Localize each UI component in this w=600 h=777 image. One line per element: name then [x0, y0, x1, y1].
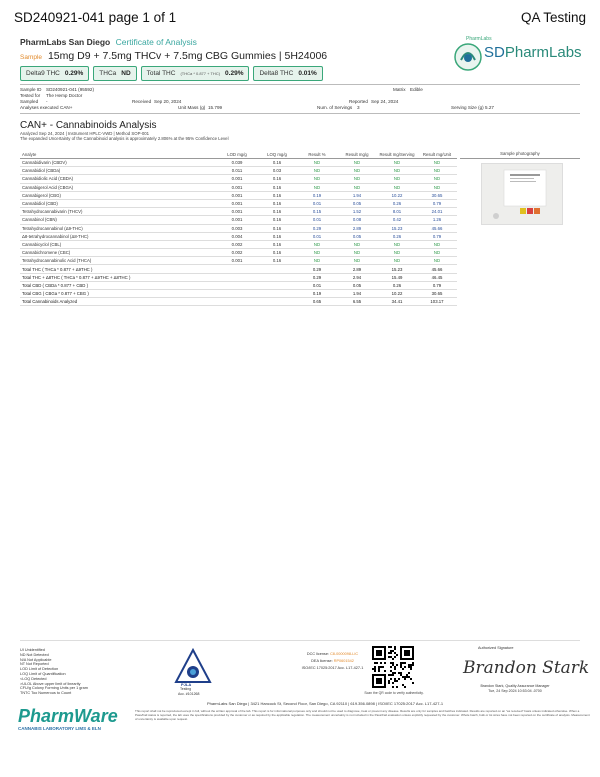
table-cell: 0.002 [217, 240, 257, 248]
table-row [20, 183, 457, 191]
table-cell: ND [417, 167, 457, 175]
badge-delta9-thc [20, 66, 89, 81]
table-cell: 0.16 [257, 224, 297, 232]
column-header: Result mg/Serving [377, 147, 417, 159]
table-cell [257, 290, 297, 298]
table-cell [217, 290, 257, 298]
table-cell: 1.94 [337, 290, 377, 298]
legend-item: TNTC Too Numerous to Count [20, 691, 72, 696]
legend-item: LOD Limit of Detection [20, 667, 59, 672]
table-cell: 0.001 [217, 191, 257, 199]
table-cell: 8.01 [377, 208, 417, 216]
table-cell: 0.16 [257, 216, 297, 224]
table-row [20, 249, 457, 257]
table-cell: 10.22 [377, 191, 417, 199]
table-cell: 1.26 [417, 216, 457, 224]
table-cell: ND [417, 183, 457, 191]
legend-item: <LOQ Detected [20, 676, 47, 681]
abbreviation-legend [20, 648, 88, 696]
badge-value: 0.29% [225, 70, 244, 77]
table-cell: Tetrahydrocannabinolic Acid (THCA) [20, 257, 217, 265]
legend-item: CFU/g Colony Forming Units per 1 gram [20, 686, 88, 691]
table-cell: 46.45 [417, 273, 457, 281]
table-cell: ND [297, 167, 337, 175]
analysis-subtitle [20, 131, 229, 141]
table-cell: Total CBD ( CBDa * 0.877 + CBD ) [20, 281, 217, 289]
badge-value: 0.01% [298, 70, 317, 77]
divider [20, 84, 580, 85]
table-cell: Cannabinol (CBN) [20, 216, 217, 224]
table-cell: ND [417, 249, 457, 257]
total-row [20, 273, 457, 281]
table-cell: Cannabicyclol (CBL) [20, 240, 217, 248]
table-cell: 0.05 [337, 281, 377, 289]
table-cell: 24.01 [417, 208, 457, 216]
sample-photo-header: Sample photography [460, 147, 580, 159]
table-cell: 0.79 [417, 199, 457, 207]
pharmware-tagline: CANNABIS LABORATORY LIMS & ELN [18, 726, 101, 731]
table-cell: Tetrahydrocannabinol (Δ9-THC) [20, 224, 217, 232]
table-cell: 0.001 [217, 208, 257, 216]
table-cell: 6.55 [337, 298, 377, 306]
table-cell: ND [297, 240, 337, 248]
table-cell: 0.26 [377, 281, 417, 289]
table-cell: 0.003 [217, 224, 257, 232]
table-cell: 0.16 [257, 183, 297, 191]
table-cell: 0.19 [297, 290, 337, 298]
table-cell: ND [377, 175, 417, 183]
table-cell: ND [377, 257, 417, 265]
table-row [20, 175, 457, 183]
table-cell: ND [297, 159, 337, 167]
column-header: Result mg/Unit [417, 147, 457, 159]
table-cell: 0.03 [257, 167, 297, 175]
table-row [20, 191, 457, 199]
table-cell: ND [377, 167, 417, 175]
total-row [20, 290, 457, 298]
table-row [20, 159, 457, 167]
legend-item: N/A Not Applicable [20, 657, 52, 662]
table-cell: 0.004 [217, 232, 257, 240]
dcc-label: DCC license: [306, 652, 329, 656]
document-id: SD240921-041 page 1 of 1 [14, 10, 177, 25]
table-cell [257, 273, 297, 281]
table-cell: ND [297, 183, 337, 191]
dcc-value: C8-0000098-LIC [330, 652, 359, 656]
table-cell: 0.001 [217, 257, 257, 265]
table-cell: 45.66 [417, 224, 457, 232]
table-cell: Total Cannabinoids Analyzed [20, 298, 217, 306]
table-cell [257, 265, 297, 273]
pharmlabs-logo-icon [451, 38, 485, 72]
table-cell: 0.002 [217, 249, 257, 257]
table-cell: 0.01 [297, 199, 337, 207]
table-cell: ND [377, 249, 417, 257]
sample-photo [481, 163, 563, 225]
signature-label: Authorized Signature [478, 646, 514, 650]
meta-serving-size: Serving Size (g)5.27 [451, 105, 494, 110]
table-cell: ND [417, 159, 457, 167]
table-row [20, 224, 457, 232]
pharmware-logo: PharmWare [18, 706, 118, 726]
coa-label: Certificate of Analysis [115, 37, 197, 47]
table-cell: 0.16 [257, 257, 297, 265]
meta-sample-id: Sample ID SD240921-041 (95592) [20, 87, 95, 92]
table-cell [217, 273, 257, 281]
table-cell: 0.05 [337, 232, 377, 240]
table-cell [257, 281, 297, 289]
table-cell: 0.01 [297, 216, 337, 224]
total-row [20, 281, 457, 289]
table-row [20, 208, 457, 216]
table-cell: ND [417, 240, 457, 248]
table-cell: 1.52 [337, 208, 377, 216]
logo-text [484, 44, 582, 61]
table-header-row [20, 147, 457, 159]
signature-image: Brandon Stark [463, 658, 590, 678]
table-cell: 0.16 [257, 232, 297, 240]
table-cell: 2.94 [337, 273, 377, 281]
meta-received: Received Sep 20, 2024 [132, 99, 182, 104]
sample-label: Sample [20, 54, 43, 61]
column-header: Analyte [20, 147, 217, 159]
table-cell: ND [337, 249, 377, 257]
lab-name: PharmLabs San Diego [20, 37, 111, 47]
table-cell: 0.039 [217, 159, 257, 167]
badge-delta8-thc [253, 66, 322, 81]
table-cell: 34.41 [377, 298, 417, 306]
pjla-accreditation-logo [172, 648, 214, 696]
table-cell: Total THC ( THCa * 0.877 + Δ9THC ) [20, 265, 217, 273]
lab-name-line [20, 37, 197, 47]
table-cell: Tetrahydrocannabivarin (THCV) [20, 208, 217, 216]
table-cell: Cannabidivarin (CBDV) [20, 159, 217, 167]
table-cell: 15.49 [377, 273, 417, 281]
table-cell: 0.29 [297, 224, 337, 232]
table-cell: 0.15 [297, 208, 337, 216]
signer-block [460, 684, 570, 693]
table-cell: 0.19 [297, 191, 337, 199]
meta-servings: Num. of Servings 3 [317, 105, 360, 110]
badge-label: THCa [99, 70, 117, 77]
table-cell: 10.22 [377, 290, 417, 298]
table-cell: 0.16 [257, 240, 297, 248]
table-row [20, 257, 457, 265]
table-cell [257, 298, 297, 306]
table-cell: Total THC + Δ8THC ( THCa * 0.877 + Δ9THC + Δ8THC ) [20, 273, 217, 281]
table-cell: Cannabidiol (CBDa) [20, 167, 217, 175]
table-cell: ND [337, 175, 377, 183]
table-cell: ND [377, 240, 417, 248]
table-cell: 0.001 [217, 199, 257, 207]
table-cell [217, 298, 257, 306]
footer-divider [20, 640, 580, 641]
table-cell [217, 265, 257, 273]
dea-value: RP0601542 [333, 659, 354, 663]
sample-name: 15mg D9 + 7.5mg THCv + 7.5mg CBG Gummies | 5H24006 [47, 50, 328, 62]
license-block [295, 651, 370, 672]
iso-accreditation: ISO/IEC 17025:2017 Acc. L17-427-1 [301, 666, 364, 670]
table-cell: ND [297, 175, 337, 183]
table-cell: 30.65 [417, 191, 457, 199]
table-cell: 0.16 [257, 191, 297, 199]
table-cell: 0.011 [217, 167, 257, 175]
table-row [20, 167, 457, 175]
meta-analyses: Analyses executedCAN+ [20, 105, 73, 110]
table-cell: 0.16 [257, 249, 297, 257]
table-cell: 2.89 [337, 224, 377, 232]
table-cell: 0.16 [257, 175, 297, 183]
pjla-accreditation-number: Acc. #101268 [178, 692, 200, 696]
table-cell: 0.001 [217, 183, 257, 191]
table-cell: 0.79 [417, 281, 457, 289]
table-cell: ND [417, 257, 457, 265]
column-header: LOQ mg/g [257, 147, 297, 159]
table-cell: ND [297, 257, 337, 265]
table-cell: Cannabigerol (CBG) [20, 191, 217, 199]
table-cell: 0.05 [337, 199, 377, 207]
table-cell: ND [417, 175, 457, 183]
table-cell: ND [337, 159, 377, 167]
table-cell: 0.42 [377, 216, 417, 224]
column-header: LOD mg/g [217, 147, 257, 159]
table-cell: Δ8-tetrahydrocannabinol (Δ8-THC) [20, 232, 217, 240]
table-cell: 0.01 [297, 281, 337, 289]
total-row [20, 265, 457, 273]
table-cell: Total CBG ( CBGa * 0.877 + CBG ) [20, 290, 217, 298]
legend-item: LOQ Limit of Quantification [20, 671, 66, 676]
table-cell: 0.16 [257, 208, 297, 216]
table-cell: Cannabichromene (CBC) [20, 249, 217, 257]
table-cell: ND [337, 183, 377, 191]
logo-sd: SD [484, 44, 505, 61]
analysis-uncertainty: The expanded Uncertainty of the Cannabinoid analysis is approximately 2.806% at the 95% Confidence Level [20, 136, 229, 142]
pjla-sub: Testing [180, 687, 192, 691]
divider [20, 113, 580, 114]
meta-reported: Reported Sep 24, 2024 [349, 99, 399, 104]
table-cell: 0.79 [417, 232, 457, 240]
table-cell: 0.08 [337, 216, 377, 224]
table-cell: ND [337, 257, 377, 265]
legend-item: >ULOL Above upper limit of linearity [20, 681, 81, 686]
table-cell: 0.01 [297, 232, 337, 240]
table-cell [217, 281, 257, 289]
table-cell: 45.66 [417, 265, 457, 273]
badge-value: ND [121, 70, 131, 77]
table-cell: ND [377, 183, 417, 191]
qa-testing-label: QA Testing [520, 10, 586, 25]
legend-item: UI Unidentified [20, 648, 45, 652]
signer-date: Tue, 24 Sep 2024 10:53:04 -0700 [488, 688, 542, 693]
table-cell: 0.29 [297, 265, 337, 273]
dea-label: DEA license: [311, 659, 333, 663]
table-cell: 0.65 [297, 298, 337, 306]
table-cell: 0.001 [217, 216, 257, 224]
table-cell: ND [337, 240, 377, 248]
sample-line [20, 50, 327, 62]
table-cell: 15.23 [377, 265, 417, 273]
legend-item: ND Not Detected [20, 652, 49, 657]
total-row [20, 298, 457, 306]
lab-address: PharmLabs San Diego | 3421 Hancock St, Second Floor, San Diego, CA 92110 | 619.356.0898 | ISO/IEC 17025:2017 Acc. L17-427-1 [206, 701, 444, 706]
badge-thca [93, 66, 136, 81]
table-cell: 0.29 [297, 273, 337, 281]
table-cell: 0.26 [377, 199, 417, 207]
table-cell: ND [337, 167, 377, 175]
table-cell: 0.001 [217, 175, 257, 183]
badge-sub: (THCa * 0.877 + THC) [180, 71, 221, 76]
table-cell: 0.16 [257, 199, 297, 207]
summary-badges [20, 66, 323, 81]
column-header: Result % [297, 147, 337, 159]
meta-sampled: Sampled - [20, 99, 48, 104]
badge-total-thc [141, 66, 250, 81]
table-cell: 0.16 [257, 159, 297, 167]
badge-label: Total THC [146, 70, 176, 77]
table-cell: 1.94 [337, 191, 377, 199]
table-cell: 2.89 [337, 265, 377, 273]
table-row [20, 240, 457, 248]
column-header: Result mg/g [337, 147, 377, 159]
legend-item: NT Not Reported [20, 662, 49, 667]
qr-code-icon[interactable] [372, 646, 414, 688]
table-row [20, 216, 457, 224]
table-cell: 15.23 [377, 224, 417, 232]
table-cell: Cannabigerol Acid (CBGA) [20, 183, 217, 191]
table-row [20, 199, 457, 207]
analysis-analyzed: Analyzed Sep 24, 2024 | Instrument HPLC-VWD | Method SOP-001 [20, 131, 150, 136]
badge-label: Delta8 THC [259, 70, 294, 77]
table-cell: Cannabidiol (CBD) [20, 199, 217, 207]
table-cell: 103.17 [417, 298, 457, 306]
analysis-title: CAN+ - Cannabinoids Analysis [20, 120, 157, 131]
table-cell: ND [297, 249, 337, 257]
signer-name: Brandon Stark, Quality Assurance Manager [480, 684, 550, 688]
table-cell: 30.65 [417, 290, 457, 298]
badge-value: 0.29% [64, 70, 84, 77]
badge-label: Delta9 THC [26, 70, 60, 77]
cannabinoid-results-table [20, 147, 457, 306]
table-cell: ND [377, 159, 417, 167]
meta-matrix: Matrix Edible [393, 87, 423, 92]
pjla-text: PJLA [181, 682, 192, 687]
meta-unit-mass: Unit Mass (g) 15.799 [178, 105, 223, 110]
table-cell: 0.26 [377, 232, 417, 240]
meta-tested-for: Tested for The Hemp Doctor [20, 93, 83, 98]
table-cell: Cannabidiolic Acid (CBDA) [20, 175, 217, 183]
table-row [20, 232, 457, 240]
qr-caption: Scan the QR code to verify authenticity. [364, 691, 424, 695]
logo-small-text: PharmLabs [466, 36, 492, 42]
disclaimer: This report shall not be reproduced except in full, without the written approval of the lab. This report is for informational purposes only and should not be used to diagnose, treat or prevent any disease. Results are only for samples and batches indicated. Results are reported on an "as received" basis unless indicated otherwise. When a Pass/Fail status is reported, the lab uses the specifications provided by the customer or as required by the applicable regulation. The measurement uncertainty is not included in the Pass/Fail evaluation unless explicitly requested by the customer. Whole batch, bulk or lot sizes have not been reported on the certificate of analysis. Measurement of uncertainty is available upon request. [135, 709, 590, 721]
logo-main: PharmLabs [504, 44, 582, 61]
